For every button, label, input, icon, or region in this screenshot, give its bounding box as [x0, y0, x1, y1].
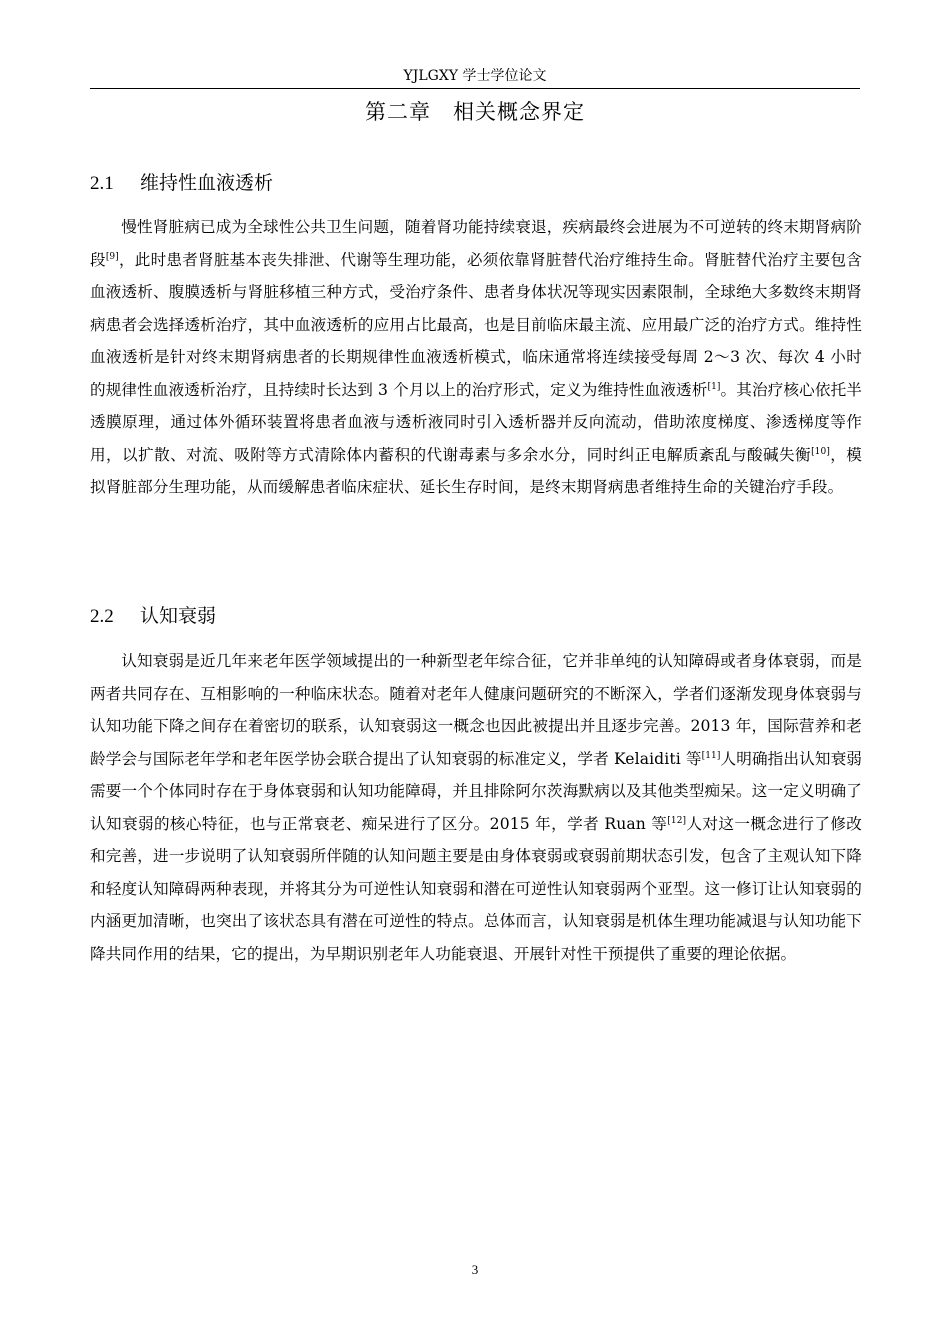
- paragraph-text: 。其治疗核心依托半透膜原理，通过体外循环装置将患者血液与透析液同时引入透析器并反向流动，借助浓度梯度、渗透梯度等作用，以扩散、对流、吸附等方式清除体内蓄积的代谢毒素与多余水分，同时纠正电解质紊乱与酸碱失衡: [90, 380, 862, 464]
- section-paragraph: [90, 645, 862, 970]
- section-number: 2.1: [90, 173, 114, 194]
- chapter-title: [90, 96, 860, 128]
- header-title: YJLGXY 学士学位论文: [403, 68, 547, 84]
- paragraph-text: 慢性肾脏病已成为全球性公共卫生问题，随着肾功能持续衰退，疾病最终会进展为不可逆转的终末期肾病阶段: [90, 218, 862, 269]
- section-heading-2-2: [90, 601, 860, 632]
- chapter-title-text: 相关概念界定: [453, 100, 585, 124]
- page-header: [90, 66, 860, 89]
- page-number: 3: [471, 1262, 479, 1277]
- chapter-number-label: 第二章: [365, 100, 431, 124]
- section-heading-2-1: [90, 168, 860, 199]
- section-number: 2.2: [90, 606, 114, 627]
- citation-marker: [12]: [667, 815, 687, 826]
- paragraph-text: 人对这一概念进行了修改和完善，进一步说明了认知衰弱所伴随的认知问题主要是由身体衰弱或衰弱前期状态引发，包含了主观认知下降和轻度认知障碍两种表现，并将其分为可逆性认知衰弱和潜在可逆性认知衰弱两个亚型。这一修订让认知衰弱的内涵更加清晰，也突出了该状态具有潜在可逆性的特点。总体而言，认知衰弱是机体生理功能减退与认知功能下降共同作用的结果，它的提出，为早期识别老年人功能衰退、开展针对性干预提供了重要的理论依据。: [90, 814, 862, 963]
- paragraph-text: 人明确指出认知衰弱需要一个个体同时存在于身体衰弱和认知功能障碍，并且排除阿尔茨海默病以及其他类型痴呆。这一定义明确了认知衰弱的核心特征，也与正常衰老、痴呆进行了区分。2015 年，学者 Ruan 等: [90, 749, 862, 833]
- section-title: 认知衰弱: [140, 605, 217, 627]
- citation-marker: [10]: [811, 446, 830, 457]
- citation-marker: [11]: [701, 750, 721, 761]
- citation-marker: [1]: [707, 381, 721, 392]
- paragraph-text: 认知衰弱是近几年来老年医学领域提出的一种新型老年综合征，它并非单纯的认知障碍或者身体衰弱，而是两者共同存在、互相影响的一种临床状态。随着对老年人健康问题研究的不断深入，学者们逐渐发现身体衰弱与认知功能下降之间存在着密切的联系，认知衰弱这一概念也因此被提出并且逐步完善。2013 年，国际营养和老龄学会与国际老年学和老年医学协会联合提出了认知衰弱的标准定义，学者 Kelaiditi 等: [90, 652, 862, 768]
- paragraph-text: ，此时患者肾脏基本丧失排泄、代谢等生理功能，必须依靠肾脏替代治疗维持生命。肾脏替代治疗主要包含血液透析、腹膜透析与肾脏移植三种方式，受治疗条件、患者身体状况等现实因素限制，全球绝大多数终末期肾病患者会选择透析治疗，其中血液透析的应用占比最高，也是目前临床最主流、应用最广泛的治疗方式。维持性血液透析是针对终末期肾病患者的长期规律性血液透析模式，临床通常将连续接受每周 2～3 次、每次 4 小时的规律性血液透析治疗，且持续时长达到 3 个月以上的治疗形式，定义为维持性血液透析: [90, 250, 862, 399]
- citation-marker: [9]: [105, 251, 119, 262]
- section-title: 维持性血液透析: [140, 172, 274, 194]
- section-paragraph: [90, 211, 862, 504]
- paragraph-text: ，模拟肾脏部分生理功能，从而缓解患者临床症状、延长生存时间，是终末期肾病患者维持生命的关键治疗手段。: [90, 445, 862, 496]
